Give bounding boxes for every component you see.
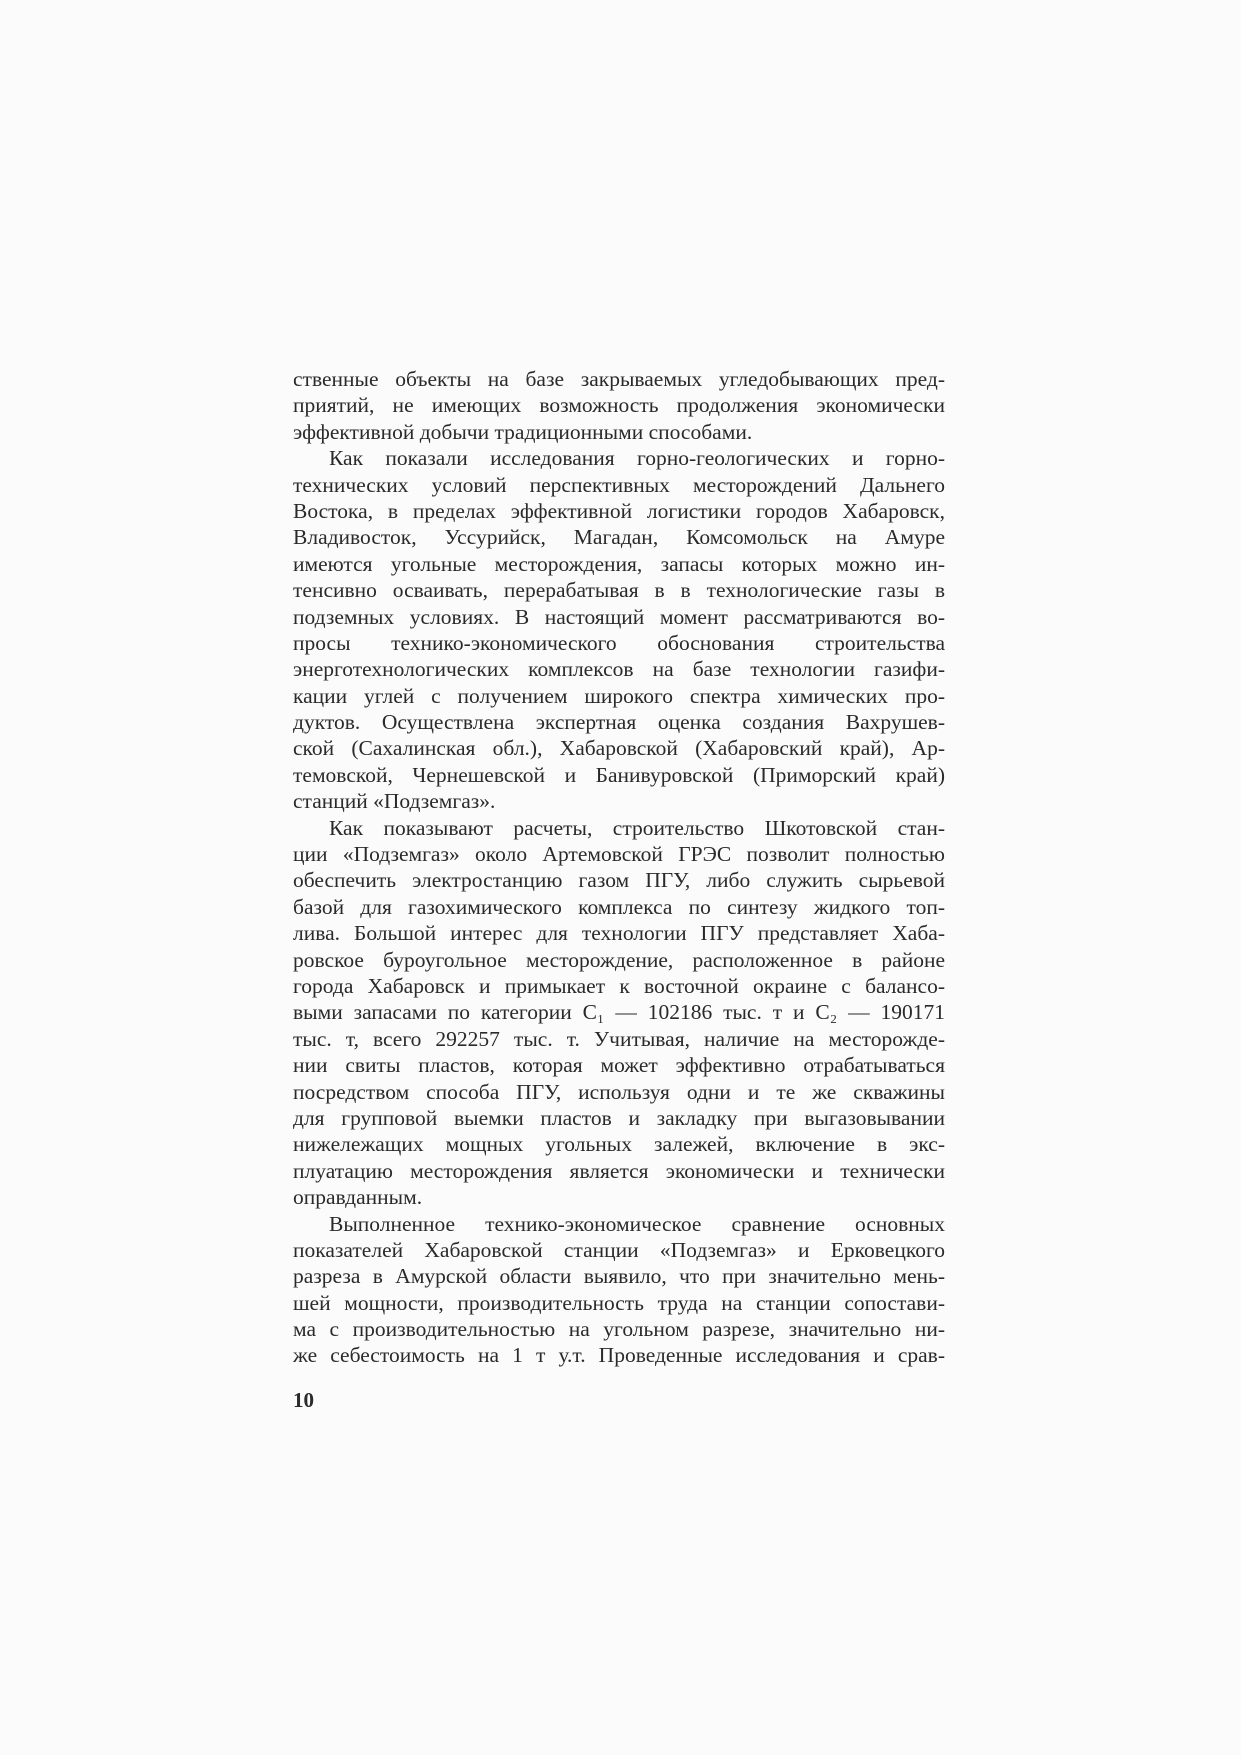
text-line: темовской, Чернешевской и Банивуровской (Приморский край) [293, 762, 945, 787]
text-line: показателей Хабаровской станции «Подземгаз» и Ерковецкого [293, 1237, 945, 1262]
paragraph [293, 445, 945, 814]
text-line: ма с производительностью на угольном разрезе, значительно ни- [293, 1317, 945, 1342]
text-line: станций «Подземгаз». [293, 789, 496, 814]
text-line: лива. Большой интерес для технологии ПГУ представляет Хаба- [293, 921, 945, 946]
text-line: базой для газохимического комплекса по синтезу жидкого топ- [293, 894, 945, 919]
text-line: энерготехнологических комплексов на базе технологии газифи- [293, 657, 945, 682]
page-number: 10 [293, 1388, 314, 1412]
page-body [293, 366, 945, 1369]
paragraph [293, 815, 945, 1211]
text-line: посредством способа ПГУ, используя одни и те же скважины [293, 1079, 945, 1104]
text-line: ской (Сахалинская обл.), Хабаровской (Хабаровский край), Ар- [293, 736, 945, 761]
text-line: приятий, не имеющих возможность продолжения экономически [293, 393, 945, 418]
text-line: города Хабаровск и примыкает к восточной окраине с балансо- [293, 973, 945, 998]
text-line: же себестоимость на 1 т у.т. Проведенные исследования и срав- [293, 1343, 945, 1368]
text-line: обеспечить электростанцию газом ПГУ, либо служить сырьевой [293, 868, 945, 893]
text-line: Как показывают расчеты, строительство Шкотовской стан- [329, 815, 945, 840]
paragraph [293, 1211, 945, 1369]
text-line: оправданным. [293, 1185, 423, 1210]
text-line: ции «Подземгаз» около Артемовской ГРЭС позволит полностью [293, 842, 945, 867]
text-line: Востока, в пределах эффективной логистики городов Хабаровск, [293, 498, 945, 523]
text-line: просы технико-экономического обоснования строительства [293, 630, 945, 655]
text-line: Выполненное технико-экономическое сравнение основных [329, 1211, 945, 1236]
text-line: тенсивно осваивать, перерабатывая в в технологические газы в [293, 578, 945, 603]
text-line: нии свиты пластов, которая может эффективно отрабатываться [293, 1053, 945, 1078]
text-line: нижележащих мощных угольных залежей, включение в экс- [293, 1132, 945, 1157]
paragraph [293, 366, 945, 445]
text-line: имеются угольные месторождения, запасы которых можно ин- [293, 551, 945, 576]
text-line: Владивосток, Уссурийск, Магадан, Комсомольск на Амуре [293, 525, 945, 550]
text-line: шей мощности, производительность труда на станции сопостави- [293, 1290, 945, 1315]
text-line: кации углей с получением широкого спектра химических про- [293, 683, 945, 708]
text-line: технических условий перспективных месторождений Дальнего [293, 472, 945, 497]
text-line: подземных условиях. В настоящий момент рассматриваются во- [293, 604, 945, 629]
text-line: дуктов. Осуществлена экспертная оценка создания Вахрушев- [293, 710, 945, 735]
text-line: эффективной добычи традиционными способами. [293, 419, 753, 444]
text-line: разреза в Амурской области выявило, что при значительно мень- [293, 1264, 945, 1289]
text-line: тыс. т, всего 292257 тыс. т. Учитывая, наличие на месторожде- [293, 1026, 945, 1051]
text-line: выми запасами по категории C₁ — 102186 тыс. т и C₂ — 190171 [293, 1000, 945, 1025]
text-line: Как показали исследования горно-геологических и горно- [329, 446, 945, 471]
text-line: ственные объекты на базе закрываемых угледобывающих пред- [293, 367, 945, 391]
text-line: плуатацию месторождения является экономически и технически [293, 1158, 945, 1183]
text-line: для групповой выемки пластов и закладку при выгазовывании [293, 1105, 945, 1130]
text-line: ровское буроугольное месторождение, расположенное в районе [293, 947, 945, 972]
